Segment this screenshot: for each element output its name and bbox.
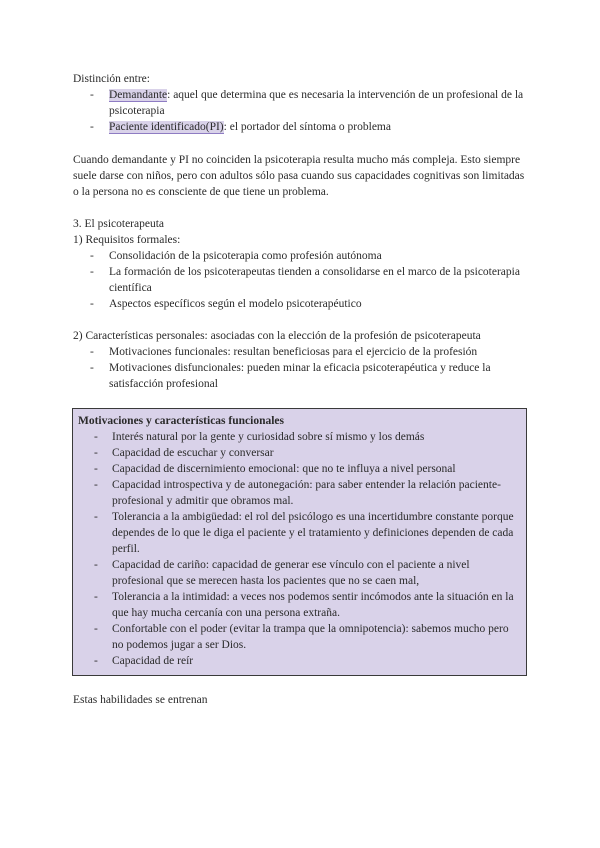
list-item: - Demandante: aquel que determina que es necesaria la intervención de un profesional de la psicoterapia	[90, 89, 524, 117]
list-item-text: Capacidad de escuchar y conversar	[112, 447, 274, 459]
list-item-text: Consolidación de la psicoterapia como profesión autónoma	[109, 250, 382, 262]
list-item: - Interés natural por la gente y curiosidad sobre sí mismo y los demás	[94, 431, 425, 443]
requisitos-title: 1) Requisitos formales:	[73, 234, 181, 246]
paragraph-section	[73, 152, 528, 200]
list-item: - Consolidación de la psicoterapia como profesión autónoma	[90, 250, 382, 262]
list-item-text: Motivaciones funcionales: resultan beneficiosas para el ejercicio de la profesión	[109, 346, 478, 358]
psicoterapeuta-section	[73, 216, 528, 312]
distinction-title: Distinción entre:	[73, 73, 150, 85]
list-item: - Capacidad de reír	[94, 655, 194, 667]
definition-text: : el portador del síntoma o problema	[223, 121, 391, 133]
distinction-list	[73, 87, 528, 135]
body-paragraph: Cuando demandante y PI no coinciden la psicoterapia resulta mucho más compleja. Esto siempre suele darse con niños, pero con adultos sólo pasa cuando sus capacidades cognitivas son limitadas o la persona no es consciente de que tiene un problema.	[73, 154, 525, 198]
list-item-text: La formación de los psicoterapeutas tienden a consolidarse en el marco de la psicoterapia científica	[109, 266, 520, 294]
distinction-section	[73, 71, 528, 135]
list-item-text: Tolerancia a la intimidad: a veces nos podemos sentir incómodos ante la situación en la que hay mucha cercanía con una persona extraña.	[112, 591, 514, 619]
list-item-text: Interés natural por la gente y curiosidad sobre sí mismo y los demás	[112, 431, 425, 443]
list-item-text: Capacidad de reír	[112, 655, 194, 667]
section-heading: 3. El psicoterapeuta	[73, 218, 165, 230]
list-item: - Capacidad introspectiva y de autonegación: para saber entender la relación paciente-profesional y admitir que obramos mal.	[94, 479, 501, 507]
motivaciones-box	[72, 408, 527, 676]
list-item: - Motivaciones funcionales: resultan beneficiosas para el ejercicio de la profesión	[90, 346, 478, 358]
caracteristicas-list	[73, 344, 528, 392]
requisitos-list	[73, 248, 528, 312]
footer-text: Estas habilidades se entrenan	[73, 694, 208, 706]
box-title: Motivaciones y características funcionales	[78, 415, 284, 427]
footer-section	[73, 692, 528, 708]
list-item: - La formación de los psicoterapeutas tienden a consolidarse en el marco de la psicoterapia científica	[90, 266, 520, 294]
list-item: - Tolerancia a la ambigüedad: el rol del psicólogo es una incertidumbre constante porque dependes de lo que le diga el paciente y el tratamiento y definiciones dependen de cada perfil.	[94, 511, 514, 555]
list-item-text: Capacidad de discernimiento emocional: que no te influya a nivel personal	[112, 463, 456, 475]
caracteristicas-section	[73, 328, 528, 392]
list-item-text: Confortable con el poder (evitar la trampa que la omnipotencia): sabemos mucho pero no podemos jugar a ser Dios.	[112, 623, 509, 651]
highlighted-term: Demandante	[109, 89, 168, 101]
list-item: - Capacidad de discernimiento emocional: que no te influya a nivel personal	[94, 463, 456, 475]
definition-text: : aquel que determina que es necesaria la intervención de un profesional de la psicoterapia	[109, 89, 524, 117]
list-item: - Motivaciones disfuncionales: pueden minar la eficacia psicoterapéutica y reduce la satisfacción profesional	[90, 362, 491, 390]
list-item: - Capacidad de cariño: capacidad de generar ese vínculo con el paciente a nivel profesional que se merecen hasta los pacientes que no se caen mal,	[94, 559, 470, 587]
motivaciones-list	[78, 429, 520, 669]
list-item-text: Aspectos específicos según el modelo psicoterapéutico	[109, 298, 362, 310]
list-item-text: Motivaciones disfuncionales: pueden minar la eficacia psicoterapéutica y reduce la satisfacción profesional	[109, 362, 491, 390]
list-item-text: Capacidad introspectiva y de autonegación: para saber entender la relación paciente-profesional y admitir que obramos mal.	[112, 479, 501, 507]
list-item: - Confortable con el poder (evitar la trampa que la omnipotencia): sabemos mucho pero no podemos jugar a ser Dios.	[94, 623, 509, 651]
caracteristicas-title: 2) Características personales: asociadas con la elección de la profesión de psicoterapeuta	[73, 330, 481, 342]
list-item: - Tolerancia a la intimidad: a veces nos podemos sentir incómodos ante la situación en la que hay mucha cercanía con una persona extraña.	[94, 591, 514, 619]
list-item: - Paciente identificado(PI): el portador del síntoma o problema	[90, 121, 391, 133]
list-item: - Aspectos específicos según el modelo psicoterapéutico	[90, 298, 362, 310]
list-item-text: Capacidad de cariño: capacidad de generar ese vínculo con el paciente a nivel profesional que se merecen hasta los pacientes que no se caen mal,	[112, 559, 470, 587]
list-item: - Capacidad de escuchar y conversar	[94, 447, 274, 459]
highlighted-term: Paciente identificado(PI)	[109, 121, 224, 133]
list-item-text: Tolerancia a la ambigüedad: el rol del psicólogo es una incertidumbre constante porque dependes de lo que le diga el paciente y el tratamiento y definiciones dependen de cada perfil.	[112, 511, 514, 555]
